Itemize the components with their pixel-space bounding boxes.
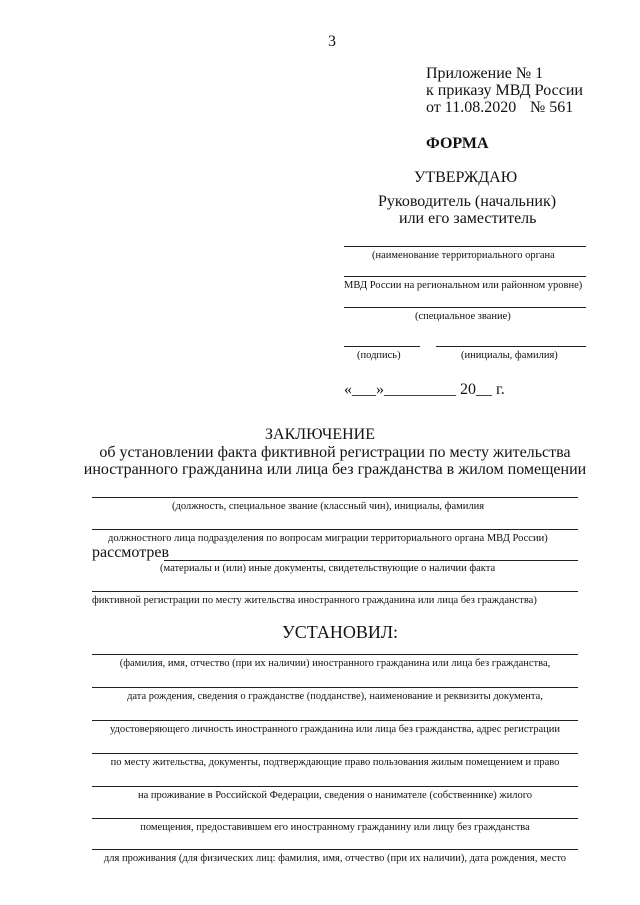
- org-level-hint: МВД России на региональном или районном уровне): [344, 280, 583, 291]
- established-line-7: [92, 849, 578, 850]
- established-line-3: [92, 720, 578, 721]
- page-number: 3: [328, 33, 336, 50]
- established-line-2: [92, 687, 578, 688]
- official-line-1: [92, 497, 578, 498]
- conclusion-line-1: об установлении факта фиктивной регистрации по месту жительства: [99, 444, 571, 461]
- org-name-line: [344, 246, 586, 247]
- appendix-date: от 11.08.2020: [426, 99, 517, 116]
- approve-line-2: или его заместитель: [399, 210, 537, 227]
- materials-line-2: [92, 591, 578, 592]
- established-hint-3: удостоверяющего личность иностранного гражданина или лица без гражданства, адрес регистрации: [109, 724, 561, 735]
- official-hint-1: (должность, специальное звание (классный чин), инициалы, фамилия: [172, 501, 485, 512]
- appendix-number: № 561: [530, 99, 574, 116]
- established-line-4: [92, 753, 578, 754]
- established-line-5: [92, 786, 578, 787]
- established-title: УСТАНОВИЛ:: [281, 622, 399, 642]
- signature-hint: (подпись): [357, 350, 401, 361]
- established-line-6: [92, 818, 578, 819]
- official-line-2: [92, 529, 578, 530]
- established-hint-4: по месту жительства, документы, подтверждающие право пользования жилым помещением и право: [110, 757, 560, 768]
- established-hint-1: (фамилия, имя, отчество (при их наличии) иностранного гражданина или лица без гражданства,: [119, 658, 551, 669]
- official-hint-2: должностного лица подразделения по вопросам миграции территориального органа МВД России): [108, 533, 548, 544]
- established-hint-7: для проживания (для физических лиц: фамилия, имя, отчество (при их наличии), дата рождения, место: [103, 853, 567, 864]
- conclusion-title: ЗАКЛЮЧЕНИЕ: [265, 426, 375, 443]
- established-hint-2: дата рождения, сведения о гражданстве (подданстве), наименование и реквизиты документа,: [127, 691, 543, 702]
- appendix-line-2: к приказу МВД России: [426, 82, 583, 99]
- approve-title: УТВЕРЖДАЮ: [414, 169, 518, 186]
- form-label: ФОРМА: [426, 135, 489, 152]
- org-name-hint: (наименование территориального органа: [372, 250, 555, 261]
- name-line: [436, 346, 586, 347]
- approval-date: «___»_________ 20__ г.: [344, 381, 505, 398]
- rank-hint: (специальное звание): [415, 311, 511, 322]
- name-hint: (инициалы, фамилия): [461, 350, 558, 361]
- materials-line-1: [164, 560, 578, 561]
- materials-hint-2: фиктивной регистрации по месту жительства иностранного гражданина или лица без гражданства): [92, 595, 537, 606]
- reviewed-label: рассмотрев: [92, 544, 170, 561]
- established-hint-5: на проживание в Российской Федерации, сведения о нанимателе (собственнике) жилого: [137, 790, 533, 801]
- established-hint-6: помещения, предоставившем его иностранному гражданину или лицу без гражданства: [140, 822, 530, 833]
- appendix-line-1: Приложение № 1: [426, 65, 544, 82]
- signature-line: [344, 346, 420, 347]
- rank-line: [344, 307, 586, 308]
- approve-line-1: Руководитель (начальник): [378, 193, 557, 210]
- conclusion-line-2: иностранного гражданина или лица без гражданства в жилом помещении: [83, 461, 587, 478]
- materials-hint-1: (материалы и (или) иные документы, свидетельствующие о наличии факта: [160, 563, 496, 574]
- established-line-1: [92, 654, 578, 655]
- org-level-line: [344, 276, 586, 277]
